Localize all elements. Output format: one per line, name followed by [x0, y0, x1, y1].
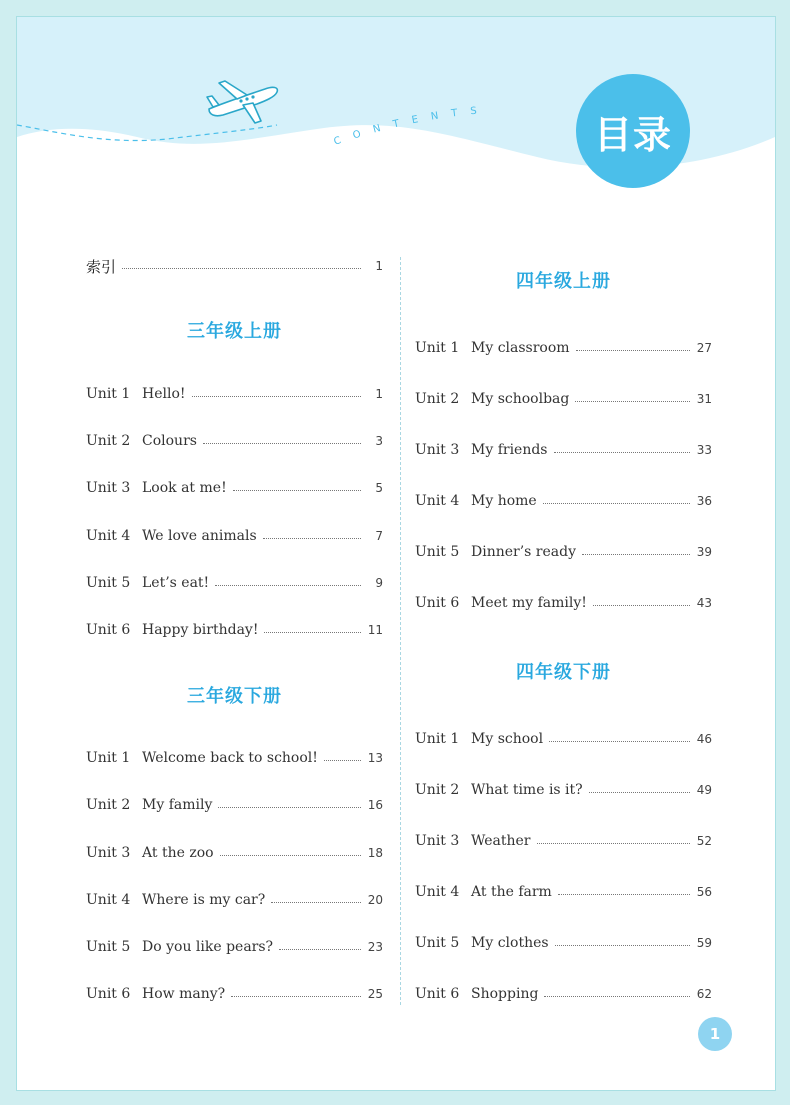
entry-title: Let’s eat! [142, 575, 210, 591]
dot-leader [192, 396, 361, 397]
toc-entry[interactable] [86, 477, 383, 499]
svg-text:CONTENTS [332, 105, 490, 148]
section-heading: 四年级下册 [516, 662, 611, 683]
entry-page: 59 [696, 936, 712, 950]
dot-leader [576, 350, 690, 351]
entry-title: What time is it? [471, 782, 583, 798]
entry-page: 43 [696, 596, 712, 610]
entry-unit: Unit 6 [415, 986, 460, 1002]
dot-leader [544, 996, 690, 997]
toc-entry[interactable] [415, 881, 712, 903]
toc-entry[interactable] [86, 747, 383, 769]
page-number-badge [698, 1017, 732, 1051]
entry-unit: Unit 3 [415, 833, 460, 849]
dot-leader [263, 538, 361, 539]
entry-page: 13 [367, 751, 383, 765]
entry-unit: Unit 4 [415, 493, 460, 509]
toc-entry[interactable] [415, 728, 712, 750]
entry-page: 7 [375, 529, 383, 543]
toc-entry[interactable] [86, 983, 383, 1005]
entry-page: 31 [696, 392, 712, 406]
toc-entry[interactable] [86, 525, 383, 547]
toc-entry[interactable] [415, 779, 712, 801]
entry-page: 9 [375, 576, 383, 590]
entry-title: My family [142, 797, 213, 813]
entry-unit: Unit 5 [415, 935, 460, 951]
entry-unit: Unit 2 [86, 797, 131, 813]
toc-entry[interactable] [415, 490, 712, 512]
entry-unit: Unit 5 [415, 544, 460, 560]
entry-page: 39 [696, 545, 712, 559]
contents-word: CONTENTS [332, 104, 491, 148]
entry-title: My school [471, 731, 544, 747]
entry-unit: Unit 6 [86, 622, 131, 638]
toc-entry[interactable] [86, 794, 383, 816]
entry-unit: Unit 1 [86, 386, 131, 402]
dot-leader [537, 843, 691, 844]
entry-title: My clothes [471, 935, 549, 951]
entry-page: 33 [696, 443, 712, 457]
entry-unit: Unit 3 [415, 442, 460, 458]
entry-title: At the farm [471, 884, 552, 900]
entry-title: My classroom [471, 340, 570, 356]
toc-entry[interactable] [86, 842, 383, 864]
column-divider [400, 257, 401, 1005]
dot-leader [589, 792, 690, 793]
dot-leader [279, 949, 361, 950]
entry-title: Welcome back to school! [142, 750, 318, 766]
entry-page: 5 [375, 481, 383, 495]
entry-page: 56 [696, 885, 712, 899]
entry-title: We love animals [142, 528, 257, 544]
entry-unit: Unit 5 [86, 939, 131, 955]
toc-entry[interactable] [415, 337, 712, 359]
entry-unit: Unit 5 [86, 575, 131, 591]
dot-leader [203, 443, 361, 444]
entry-page: 52 [696, 834, 712, 848]
entry-unit: Unit 2 [86, 433, 131, 449]
entry-unit: Unit 6 [415, 595, 460, 611]
entry-title: Weather [471, 833, 531, 849]
dot-leader [555, 945, 690, 946]
entry-title: Colours [142, 433, 197, 449]
entry-unit: Unit 1 [415, 340, 460, 356]
dot-leader [549, 741, 690, 742]
dot-leader [215, 585, 361, 586]
entry-unit: Unit 4 [415, 884, 460, 900]
entry-page: 62 [696, 987, 712, 1001]
entry-title: Happy birthday! [142, 622, 259, 638]
section-heading: 三年级上册 [187, 321, 282, 342]
toc-entry[interactable] [86, 430, 383, 452]
dot-leader [220, 855, 361, 856]
entry-title: How many? [142, 986, 226, 1002]
toc-entry[interactable] [415, 388, 712, 410]
entry-page: 49 [696, 783, 712, 797]
toc-entry[interactable] [86, 936, 383, 958]
toc-entry[interactable] [86, 572, 383, 594]
entry-title: My friends [471, 442, 548, 458]
entry-title: Shopping [471, 986, 539, 1002]
toc-entry-index[interactable] [86, 255, 383, 277]
toc-entry[interactable] [415, 830, 712, 852]
entry-title: Look at me! [142, 480, 227, 496]
entry-unit: Unit 3 [86, 845, 131, 861]
entry-page: 36 [696, 494, 712, 508]
toc-entry[interactable] [86, 619, 383, 641]
dot-leader [575, 401, 690, 402]
entry-page: 16 [367, 798, 383, 812]
entry-title: Dinner’s ready [471, 544, 576, 560]
entry-page: 20 [367, 893, 383, 907]
entry-page: 1 [375, 259, 383, 273]
dot-leader [122, 268, 361, 269]
entry-page: 23 [367, 940, 383, 954]
dot-leader [324, 760, 361, 761]
entry-unit: Unit 2 [415, 391, 460, 407]
entry-unit: Unit 2 [415, 782, 460, 798]
entry-unit: Unit 4 [86, 892, 131, 908]
dot-leader [558, 894, 690, 895]
entry-unit: Unit 1 [415, 731, 460, 747]
toc-entry[interactable] [415, 592, 712, 614]
entry-page: 46 [696, 732, 712, 746]
dot-leader [231, 996, 361, 997]
entry-title: Where is my car? [142, 892, 266, 908]
dot-leader [543, 503, 690, 504]
entry-title: Do you like pears? [142, 939, 274, 955]
entry-unit: Unit 3 [86, 480, 131, 496]
entry-page: 27 [696, 341, 712, 355]
entry-title: Meet my family! [471, 595, 587, 611]
dot-leader [233, 490, 361, 491]
dot-leader [218, 807, 361, 808]
toc-entry[interactable] [415, 983, 712, 1005]
title-badge [576, 74, 690, 188]
toc-entry[interactable] [415, 932, 712, 954]
dot-leader [554, 452, 691, 453]
entry-page: 3 [375, 434, 383, 448]
entry-unit: Unit 6 [86, 986, 131, 1002]
dot-leader [582, 554, 690, 555]
entry-page: 1 [375, 387, 383, 401]
entry-unit: Unit 1 [86, 750, 131, 766]
toc-entry[interactable] [86, 889, 383, 911]
entry-page: 11 [367, 623, 383, 637]
entry-unit: Unit 4 [86, 528, 131, 544]
section-heading: 四年级上册 [516, 271, 611, 292]
toc-entry[interactable] [415, 541, 712, 563]
dot-leader [271, 902, 361, 903]
entry-title: At the zoo [142, 845, 214, 861]
page-title: 目录 [593, 112, 672, 157]
entry-title: 索引 [86, 257, 117, 276]
toc-page [16, 16, 776, 1091]
entry-page: 25 [367, 987, 383, 1001]
toc-entry[interactable] [86, 383, 383, 405]
entry-title: My schoolbag [471, 391, 570, 407]
dot-leader [264, 632, 361, 633]
entry-title: Hello! [142, 386, 186, 402]
page-number: 1 [709, 1025, 721, 1043]
toc-entry[interactable] [415, 439, 712, 461]
section-heading: 三年级下册 [187, 686, 282, 707]
entry-title: My home [471, 493, 537, 509]
entry-page: 18 [367, 846, 383, 860]
dot-leader [593, 605, 690, 606]
